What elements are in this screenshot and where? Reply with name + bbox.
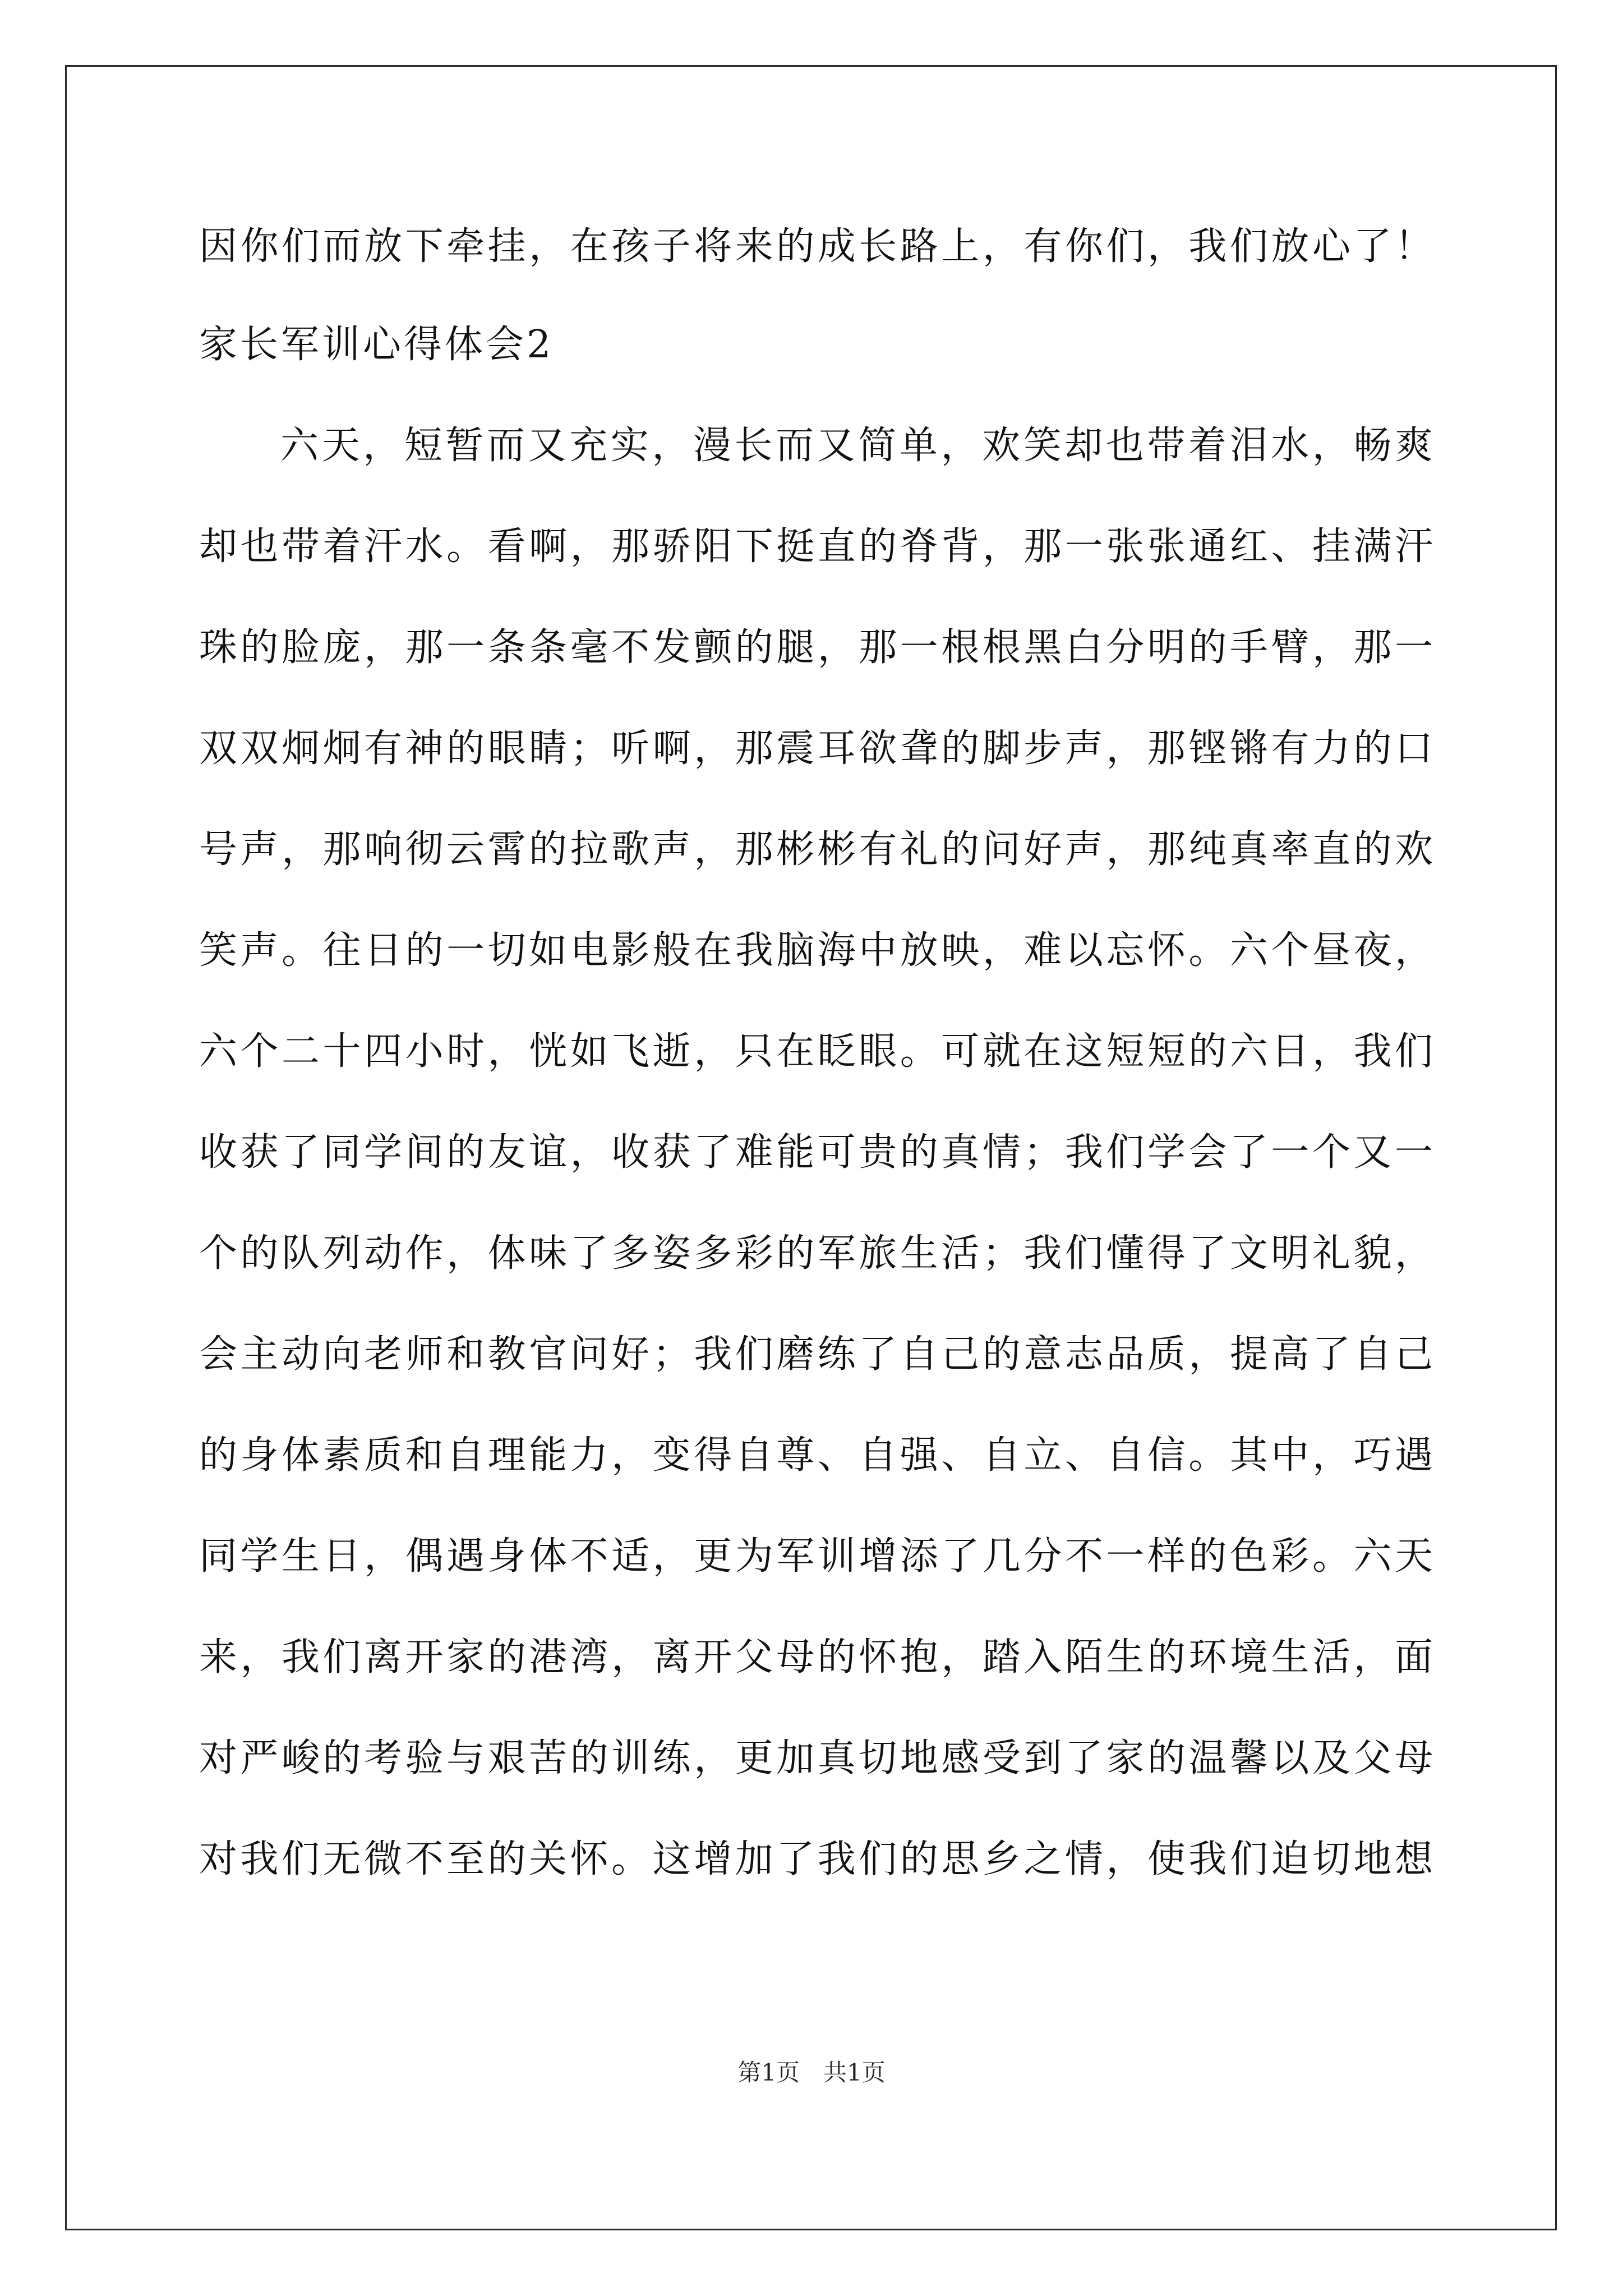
text-line: 号声，那响彻云霄的拉歌声，那彬彬有礼的问好声，那纯真率直的欢 [199, 827, 1433, 872]
section-heading: 家长军训心得体会2 [199, 323, 554, 367]
text-line: 双双炯炯有神的眼睛；听啊，那震耳欲聋的脚步声，那铿锵有力的口 [199, 726, 1433, 771]
text-line: 个的队列动作，体味了多姿多彩的军旅生活；我们懂得了文明礼貌， [199, 1231, 1433, 1276]
text-line: 会主动向老师和教官问好；我们磨练了自己的意志品质，提高了自己 [199, 1332, 1433, 1377]
text-line: 同学生日，偶遇身体不适，更为军训增添了几分不一样的色彩。六天 [199, 1534, 1433, 1579]
text-line: 收获了同学间的友谊，收获了难能可贵的真情；我们学会了一个又一 [199, 1130, 1433, 1175]
text-line: 六个二十四小时，恍如飞逝，只在眨眼。可就在这短短的六日，我们 [199, 1029, 1433, 1074]
page-footer: 第1页 共1页 [737, 2059, 886, 2086]
text-line: 对我们无微不至的关怀。这增加了我们的思乡之情，使我们迫切地想 [199, 1837, 1433, 1881]
text-line: 六天，短暂而又充实，漫长而又简单，欢笑却也带着泪水，畅爽 [280, 424, 1433, 468]
text-line: 却也带着汗水。看啊，那骄阳下挺直的脊背，那一张张通红、挂满汗 [199, 524, 1433, 569]
text-line: 来，我们离开家的港湾，离开父母的怀抱，踏入陌生的环境生活，面 [199, 1635, 1433, 1680]
text-line: 的身体素质和自理能力，变得自尊、自强、自立、自信。其中，巧遇 [199, 1433, 1433, 1478]
text-line: 笑声。往日的一切如电影般在我脑海中放映，难以忘怀。六个昼夜， [199, 928, 1433, 973]
text-line: 因你们而放下牵挂，在孩子将来的成长路上，有你们，我们放心了！ [199, 224, 1433, 269]
text-line: 对严峻的考验与艰苦的训练，更加真切地感受到了家的温馨以及父母 [199, 1736, 1433, 1780]
text-line: 珠的脸庞，那一条条毫不发颤的腿，那一根根黑白分明的手臂，那一 [199, 625, 1433, 670]
